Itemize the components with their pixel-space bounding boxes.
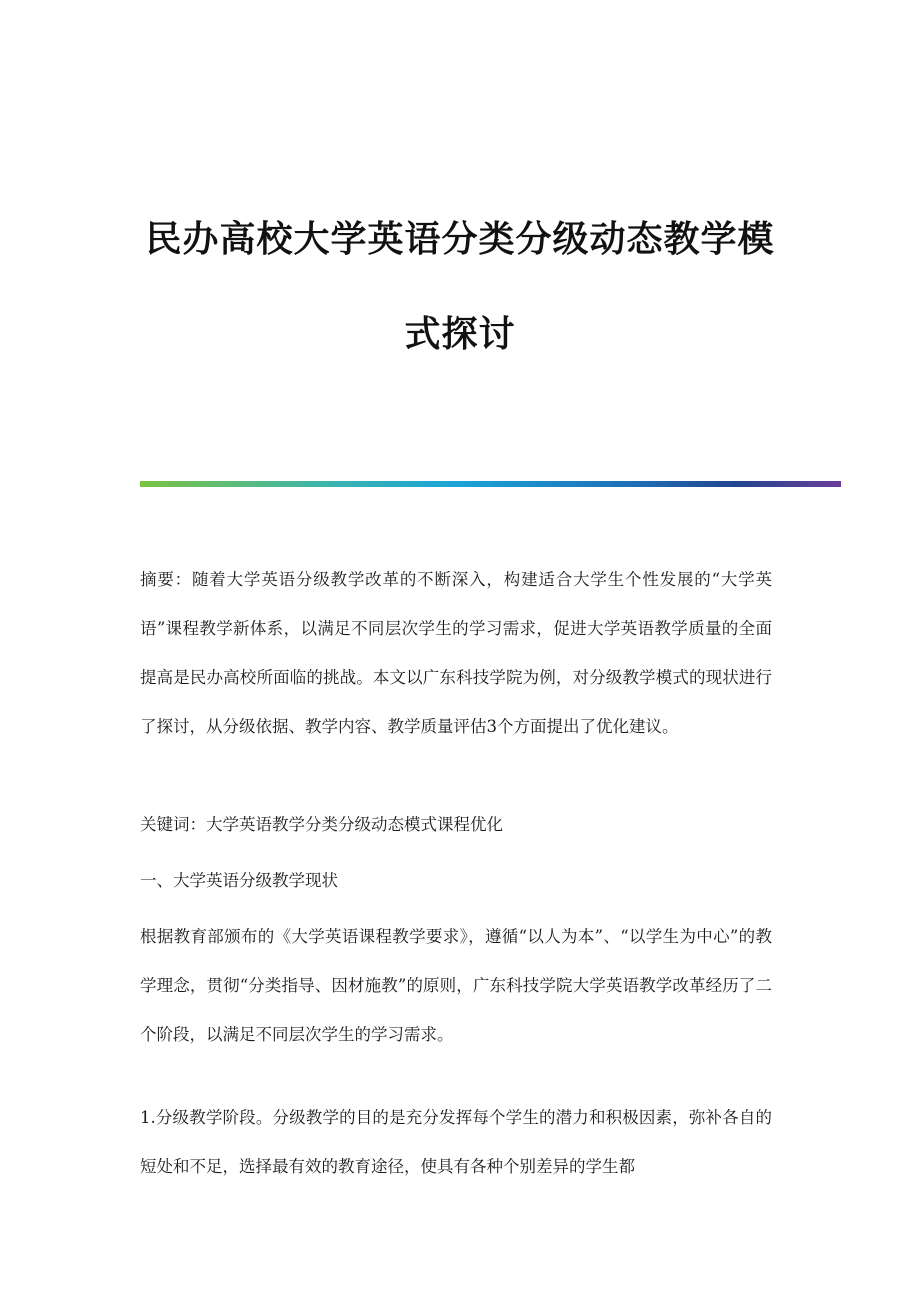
document-title-line-2: 式探讨 <box>404 314 516 355</box>
body-paragraph-item-1: 1.分级教学阶段。分级教学的目的是充分发挥每个学生的潜力和积极因素，弥补各自的短处和不足，选择最有效的教育途径，使具有各种个别差异的学生都 <box>140 1108 772 1176</box>
body-paragraph: 根据教育部颁布的《大学英语课程教学要求》，遵循“以人为本”、“以学生为中心”的教学理念，贯彻“分类指导、因材施教”的原则，广东科技学院大学英语教学改革经历了二个阶段，以满足不同层次学生的学习需求。 <box>140 927 772 1044</box>
abstract-paragraph: 摘要：随着大学英语分级教学改革的不断深入，构建适合大学生个性发展的“大学英语”课程教学新体系，以满足不同层次学生的学习需求，促进大学英语教学质量的全面提高是民办高校所面临的挑战。本文以广东科技学院为例，对分级教学模式的现状进行了探讨，从分级依据、教学内容、教学质量评估3个方面提出了优化建议。 <box>140 570 772 736</box>
document-title-line-1: 民办高校大学英语分类分级动态教学模 <box>145 219 775 260</box>
keywords-line: 关键词：大学英语教学分类分级动态模式课程优化 <box>140 815 503 834</box>
section-heading: 一、大学英语分级教学现状 <box>140 871 338 890</box>
title-divider <box>140 481 841 487</box>
